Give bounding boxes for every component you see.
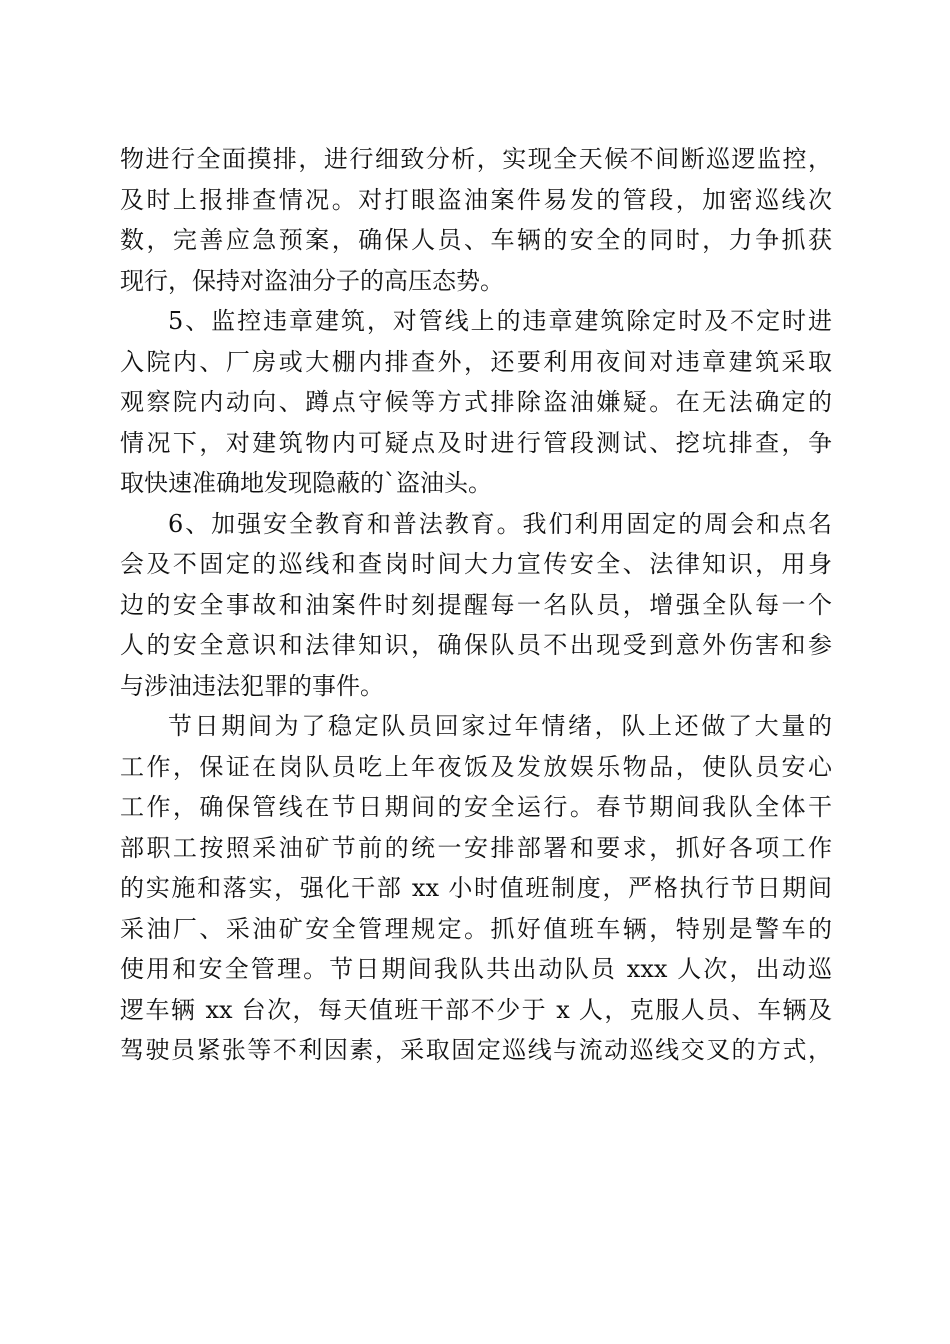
text-line: 部职工按照采油矿节前的统一安排部署和要求，抓好各项工作 [120,833,832,862]
text-line: 与涉油违法犯罪的事件。 [120,671,384,700]
text-line: 逻车辆 xx 台次，每天值班干部不少于 x 人，克服人员、车辆及 [120,995,832,1024]
text-line: 使用和安全管理。节日期间我队共出动队员 xxx 人次，出动巡 [120,955,832,983]
text-line: 及时上报排查情况。对打眼盗油案件易发的管段，加密巡线次 [120,185,832,214]
text-line: 边的安全事故和油案件时刻提醒每一名队员，增强全队每一个 [120,590,832,619]
paragraph-first-line: 5、监控违章建筑，对管线上的违章建筑除定时及不定时进 [168,307,832,335]
text-line: 物进行全面摸排，进行细致分析，实现全天候不间断巡逻监控， [120,145,832,173]
text-line: 入院内、厂房或大棚内排查外，还要利用夜间对违章建筑采取 [120,347,832,376]
text-line: 观察院内动向、蹲点守候等方式排除盗油嫌疑。在无法确定的 [120,388,832,416]
text-line: 数，完善应急预案，确保人员、车辆的安全的同时，力争抓获 [120,226,832,254]
text-line: 情况下，对建筑物内可疑点及时进行管段测试、挖坑排查，争 [120,428,832,457]
text-line: 现行，保持对盗油分子的高压态势。 [120,266,504,295]
text-line: 的实施和落实，强化干部 xx 小时值班制度，严格执行节日期间 [120,874,832,902]
text-line: 驾驶员紧张等不利因素，采取固定巡线与流动巡线交叉的方式， [120,1036,832,1064]
text-line: 工作，保证在岗队员吃上年夜饭及发放娱乐物品，使队员安心 [120,752,832,781]
text-line: 会及不固定的巡线和查岗时间大力宣传安全、法律知识，用身 [120,550,832,578]
text-line: 取快速准确地发现隐蔽的`盗油头。 [120,469,492,497]
text-line: 人的安全意识和法律知识，确保队员不出现受到意外伤害和参 [120,631,832,659]
paragraph-first-line: 节日期间为了稳定队员回家过年情绪，队上还做了大量的 [168,712,832,740]
body-text [120,139,832,1071]
text-line: 工作，确保管线在节日期间的安全运行。春节期间我队全体干 [120,793,832,821]
text-line: 采油厂、采油矿安全管理规定。抓好值班车辆，特别是警车的 [120,914,832,943]
paragraph-first-line: 6、加强安全教育和普法教育。我们利用固定的周会和点名 [168,509,832,538]
